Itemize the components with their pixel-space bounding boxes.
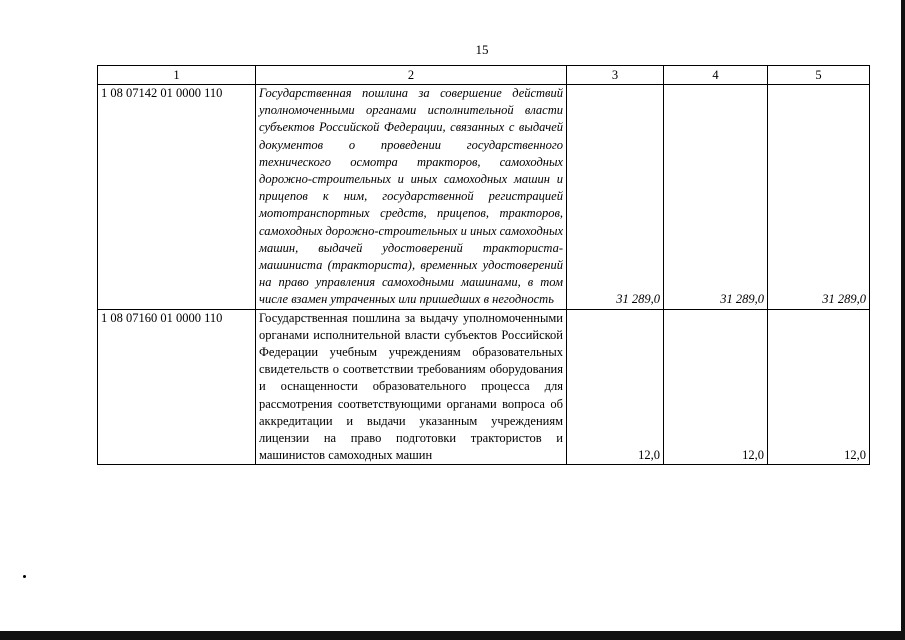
header-col-2: 2 [256, 66, 567, 85]
budget-table [97, 65, 870, 465]
table-row [98, 85, 870, 310]
amount-col-4: 31 289,0 [664, 85, 768, 310]
page-number: 15 [475, 42, 489, 57]
budget-code: 1 08 07142 01 0000 110 [98, 85, 256, 310]
header-col-3: 3 [567, 66, 664, 85]
header-col-1: 1 [98, 66, 256, 85]
amount-col-5: 31 289,0 [768, 85, 870, 310]
description [256, 309, 567, 465]
amount-col-3: 12,0 [567, 309, 664, 465]
header-col-4: 4 [664, 66, 768, 85]
amount-col-5: 12,0 [768, 309, 870, 465]
header-row [98, 66, 870, 85]
scan-border-right [901, 0, 905, 640]
amount-col-4: 12,0 [664, 309, 768, 465]
description-text: Государственная пошлина за совершение действий уполномоченными органами исполнительной власти субъектов Российской Федерации, связанных с выдачей документов о проведении государственного технического осмотра тракторов, самоходных дорожно-строительных и иных самоходных машин и прицепов к ним, государственной регистрацией мототранспортных средств, прицепов, тракторов, самоходных дорожно-строительных и иных самоходных машин, выдачей удостоверений тракториста-машиниста (тракториста), временных удостоверений на право управления самоходными машинами, в том числе взамен утраченных или пришедших в негодность [259, 86, 563, 307]
amount-col-3: 31 289,0 [567, 85, 664, 310]
header-col-5: 5 [768, 66, 870, 85]
table-row [98, 309, 870, 465]
scan-speck [23, 575, 26, 578]
budget-code: 1 08 07160 01 0000 110 [98, 309, 256, 465]
scan-border-bottom [0, 631, 905, 640]
description [256, 85, 567, 310]
description-text: Государственная пошлина за выдачу уполномоченными органами исполнительной власти субъектов Российской Федерации учебным учреждениям образовательных свидетельств о соответствии требованиям оборудования и оснащенности образовательного процесса для рассмотрения соответствующими органами вопроса об аккредитации и выдачи указанным учреждениям лицензии на право подготовки трактористов и машинистов самоходных машин [259, 310, 563, 463]
